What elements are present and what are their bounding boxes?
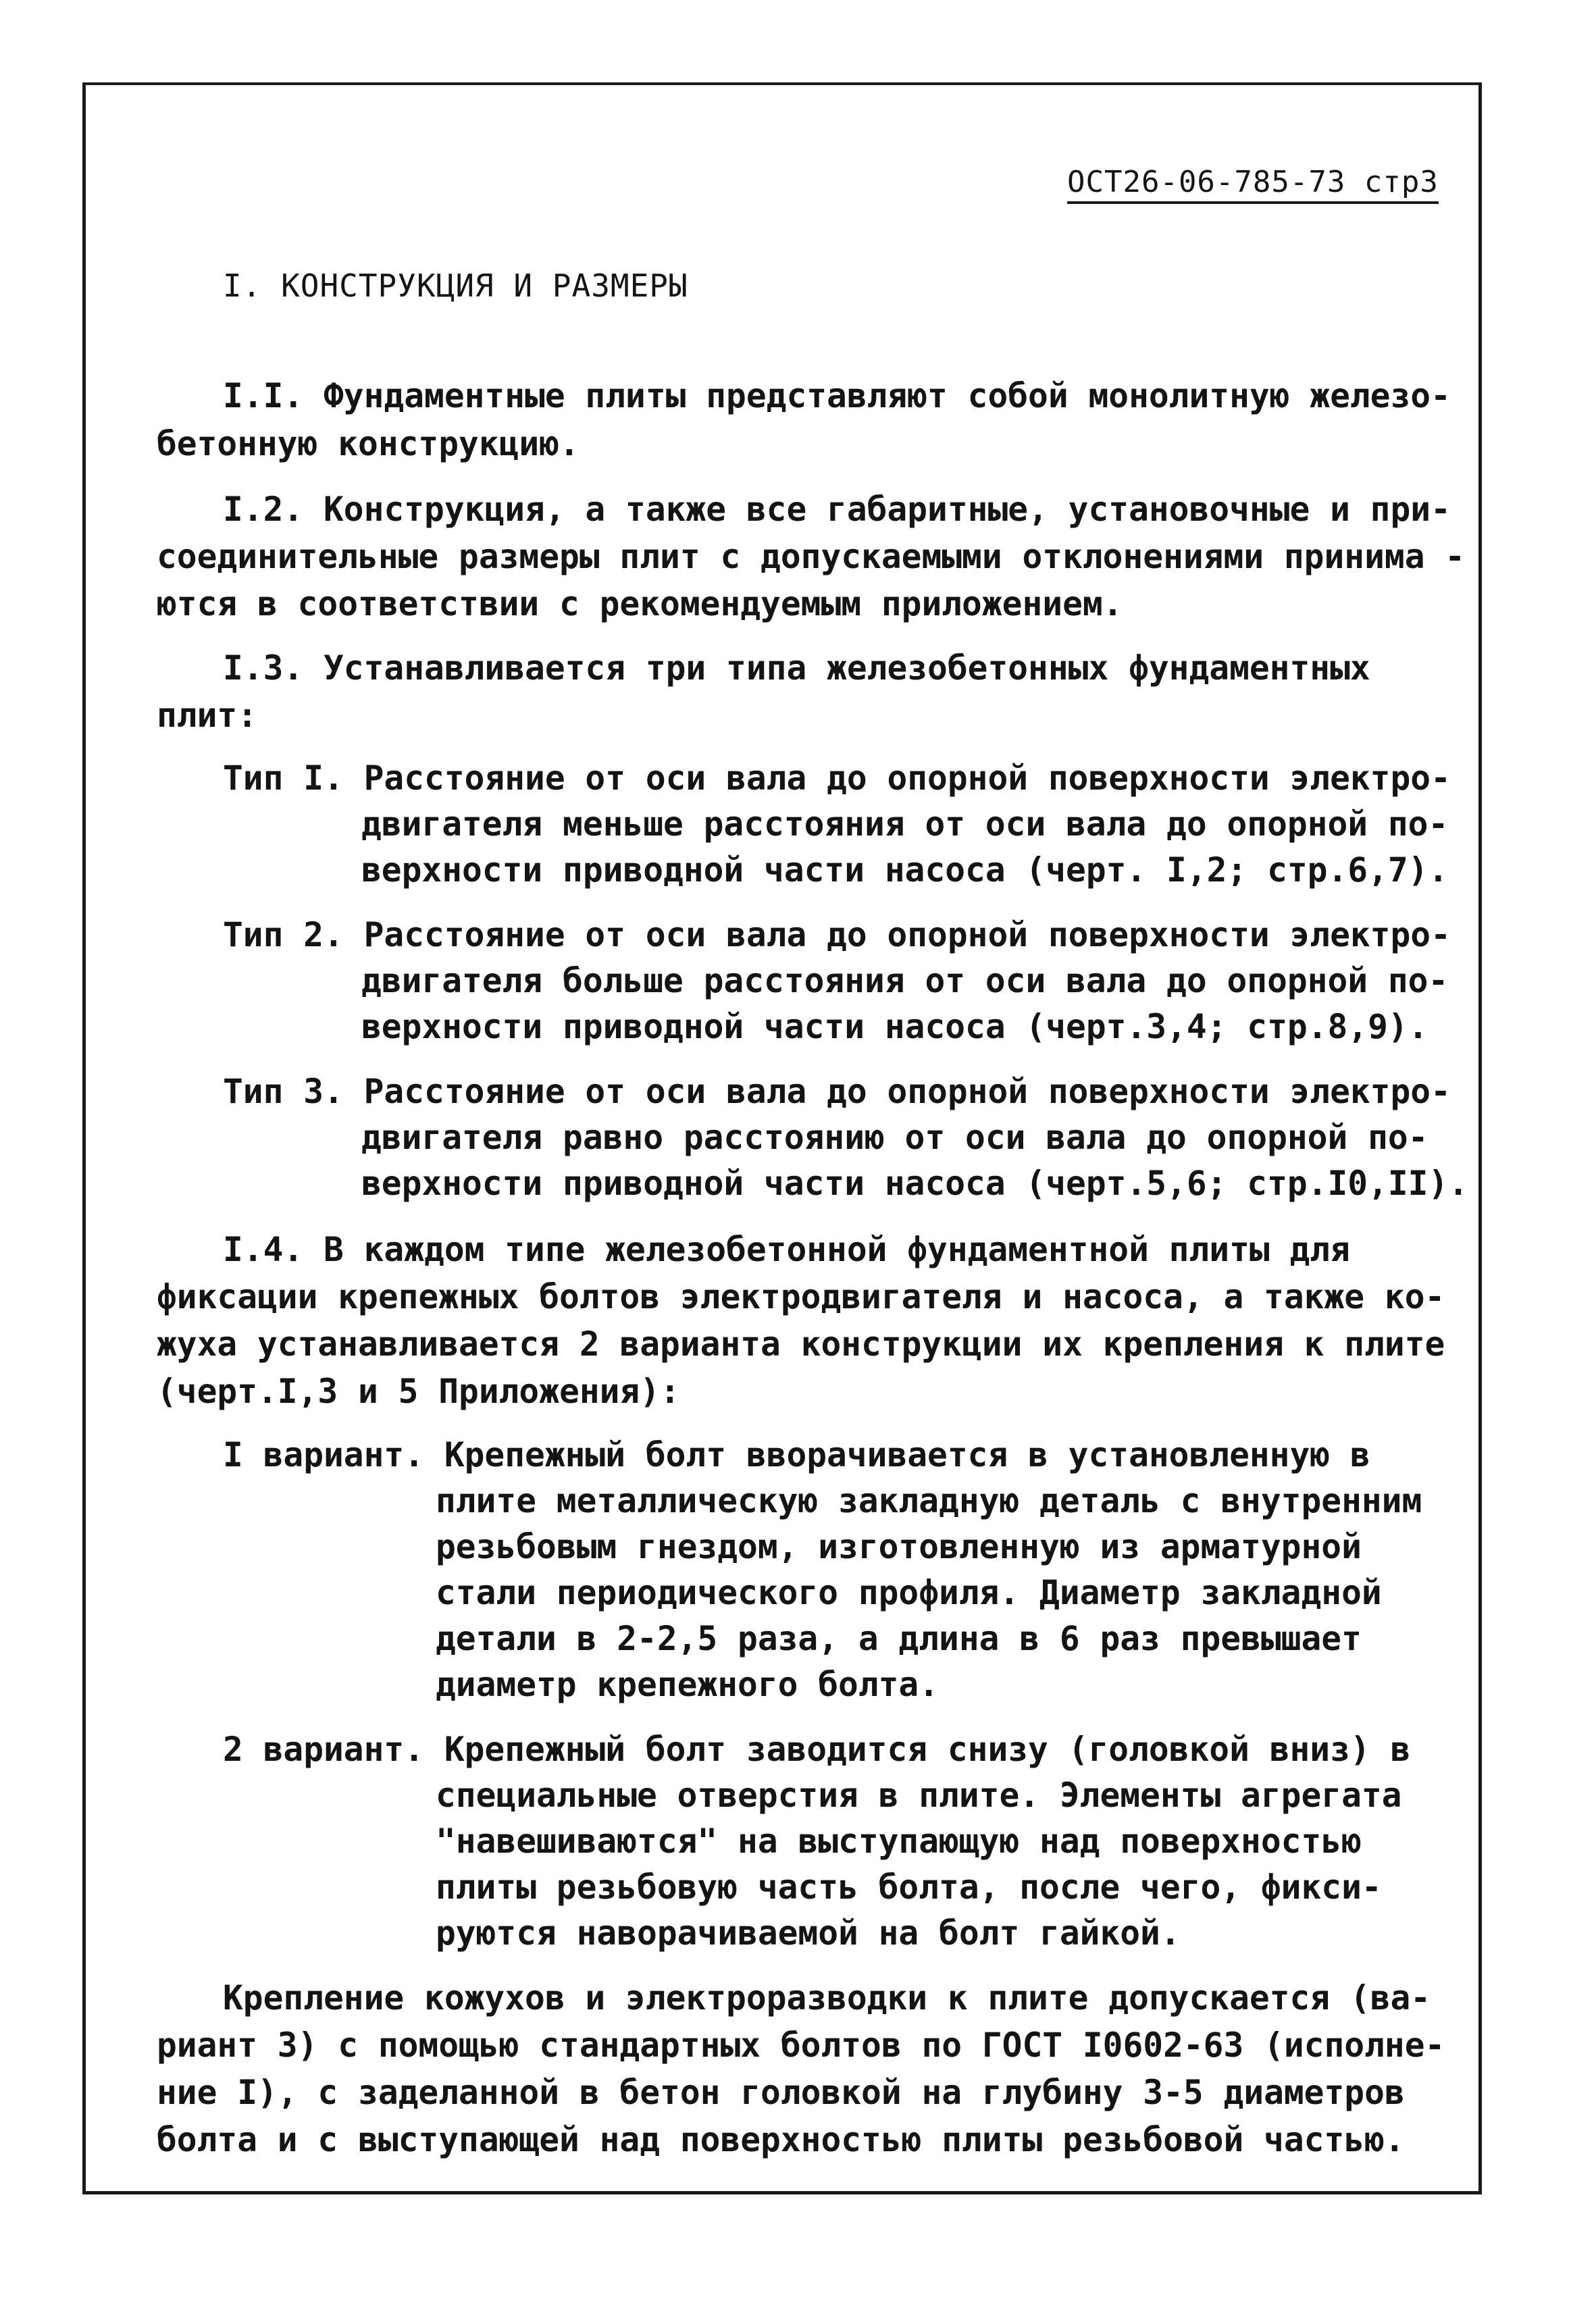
paragraph-line: бетонную конструкцию. (157, 424, 580, 463)
variant-item-line: специальные отверстия в плите. Элементы агрегата (436, 1776, 1402, 1815)
paragraph-line: жуха устанавливается 2 варианта конструкции их крепления к плите (157, 1325, 1445, 1364)
variant-item-line: диаметр крепежного болта. (436, 1665, 939, 1704)
paragraph-line: соединительные размеры плит с допускаемыми отклонениями принима - (157, 537, 1466, 576)
type-item-line: верхности приводной части насоса (черт. I,2; стр.6,7). (361, 850, 1449, 890)
type-item-line: двигателя больше расстояния от оси вала до опорной по- (361, 961, 1449, 1000)
paragraph-line: I.3. Устанавливается три типа железобетонных фундаментных (223, 648, 1370, 688)
variant-item-line: детали в 2-2,5 раза, а длина в 6 раз превышает (436, 1619, 1362, 1658)
paragraph-line: (черт.I,3 и 5 Приложения): (157, 1372, 680, 1411)
paragraph-line: плит: (157, 696, 258, 735)
variant-item-line: "навешиваются" на выступающую над поверхностью (436, 1822, 1362, 1861)
paragraph-line: болта и с выступающей над поверхностью плиты резьбовой частью. (157, 2120, 1405, 2159)
paragraph-line: ются в соответствии с рекомендуемым приложением. (157, 584, 1123, 623)
variant-item-line: плиты резьбовую часть болта, после чего, фикси- (436, 1868, 1382, 1907)
type-item-line: двигателя меньше расстояния от оси вала до опорной по- (361, 804, 1449, 844)
type-item-line: верхности приводной части насоса (черт.3,4; стр.8,9). (361, 1007, 1428, 1046)
document-code: ОСТ26-06-785-73 стр3 (1067, 168, 1439, 204)
paragraph-line: I.4. В каждом типе железобетонной фундаментной плиты для (223, 1230, 1350, 1269)
paragraph-line: I.I. Фундаментные плиты представляют собой монолитную железо- (223, 376, 1451, 415)
variant-item-line: 2 вариант. Крепежный болт заводится снизу (головкой вниз) в (223, 1730, 1411, 1769)
paragraph-line: Крепление кожухов и электроразводки к плите допускается (ва- (223, 1978, 1431, 2017)
variant-item-line: руются наворачиваемой на болт гайкой. (436, 1913, 1181, 1953)
paragraph-line: ние I), с заделанной в бетон головкой на глубину 3-5 диаметров (157, 2073, 1405, 2112)
type-item-line: двигателя равно расстоянию от оси вала до опорной по- (361, 1118, 1428, 1157)
variant-item-line: стали периодического профиля. Диаметр закладной (436, 1573, 1382, 1612)
section-heading: I. КОНСТРУКЦИЯ И РАЗМЕРЫ (223, 267, 688, 304)
paragraph-line: I.2. Конструкция, а также все габаритные, установочные и при- (223, 490, 1451, 529)
paragraph-line: фиксации крепежных болтов электродвигателя и насоса, а также ко- (157, 1277, 1445, 1316)
type-item-line: верхности приводной части насоса (черт.5,6; стр.I0,II). (361, 1164, 1469, 1203)
type-item-line: Тип 3. Расстояние от оси вала до опорной поверхности электро- (223, 1072, 1451, 1111)
type-item-line: Тип I. Расстояние от оси вала до опорной поверхности электро- (223, 759, 1451, 798)
variant-item-line: I вариант. Крепежный болт вворачивается в установленную в (223, 1435, 1370, 1474)
paragraph-line: риант 3) с помощью стандартных болтов по ГОСТ I0602-63 (исполне- (157, 2026, 1445, 2065)
variant-item-line: плите металлическую закладную деталь с внутренним (436, 1481, 1422, 1520)
variant-item-line: резьбовым гнездом, изготовленную из арматурной (436, 1527, 1362, 1566)
type-item-line: Тип 2. Расстояние от оси вала до опорной поверхности электро- (223, 915, 1451, 954)
